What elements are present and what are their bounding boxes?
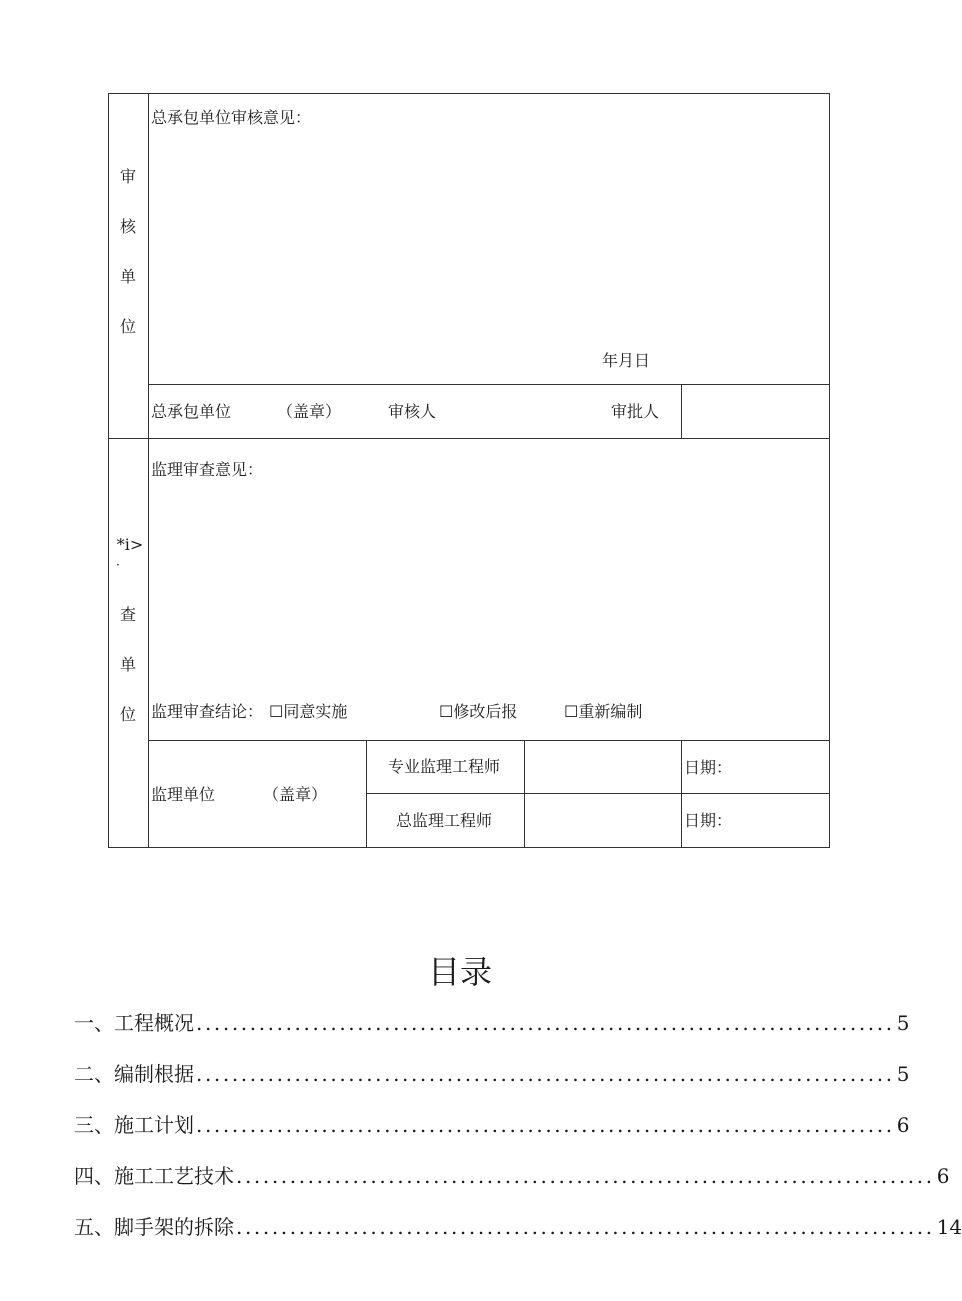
opinion-date-line: 年月日 [602, 351, 651, 370]
side-mark: *i> [116, 535, 144, 554]
supervision-opinion-label: 监理审查意见： [151, 460, 264, 479]
side-column-divider [148, 93, 149, 848]
toc-item-page: 14 [936, 1215, 962, 1239]
supervision-unit-label: 监理单位 [151, 785, 216, 804]
toc-item[interactable] [74, 1110, 910, 1140]
contractor-opinion-label: 总承包单位审核意见： [151, 108, 312, 127]
toc-leader-dots: .............................................................................. [196, 1062, 895, 1086]
chief-date-label: 日期： [684, 811, 733, 830]
specialist-engineer-label: 专业监理工程师 [388, 757, 501, 776]
table-border-bottom [108, 847, 830, 848]
side-char: 审 [119, 167, 136, 186]
toc-leader-dots: .............................................................................. [196, 1011, 895, 1035]
side-char: 位 [119, 705, 136, 724]
supervision-signature-middle [366, 793, 830, 794]
toc-item-page: 6 [936, 1164, 950, 1188]
contractor-unit-label: 总承包单位 [151, 402, 232, 421]
approver-label: 审批人 [611, 402, 660, 421]
option-text: 重新编制 [578, 702, 643, 721]
toc-item-label: 四、施工工艺技术 [74, 1164, 234, 1188]
toc-item-page: 5 [896, 1011, 910, 1035]
toc-item-label: 五、脚手架的拆除 [74, 1215, 234, 1239]
side-char: 查 [119, 605, 136, 624]
contractor-seal-label: （盖章） [277, 402, 342, 421]
conclusion-label: 监理审查结论： [151, 702, 264, 721]
supervision-seal-label: （盖章） [263, 785, 328, 804]
toc-title: 目录 [427, 953, 492, 991]
checkbox-icon[interactable]: ☐ [439, 702, 454, 721]
toc-item-page: 6 [896, 1113, 910, 1137]
supervision-signature-top [148, 740, 830, 741]
approver-cell-divider [681, 384, 682, 438]
toc-item[interactable] [74, 1212, 962, 1242]
recompile-option[interactable] [564, 702, 642, 722]
toc-item-label: 二、编制根据 [74, 1062, 194, 1086]
table-border-top [108, 93, 830, 94]
section-divider [108, 438, 830, 439]
chief-engineer-label: 总监理工程师 [396, 811, 493, 830]
toc-item-label: 一、工程概况 [74, 1011, 194, 1035]
side-dot: · [116, 558, 120, 572]
toc-item-page: 5 [896, 1062, 910, 1086]
date-divider [681, 740, 682, 847]
review-signature-row-top [148, 384, 830, 385]
reviewer-label: 审核人 [388, 402, 437, 421]
side-char: 单 [119, 655, 136, 674]
toc-item-label: 三、施工计划 [74, 1113, 194, 1137]
toc-item[interactable] [74, 1161, 950, 1191]
supervision-unit-divider [366, 740, 367, 847]
checkbox-icon[interactable]: ☐ [564, 702, 579, 721]
checkbox-icon[interactable]: ☐ [269, 702, 284, 721]
toc-leader-dots: .............................................................................. [196, 1113, 895, 1137]
side-char: 位 [119, 317, 136, 336]
toc-leader-dots: .............................................................................. [236, 1164, 935, 1188]
specialist-date-label: 日期： [684, 758, 733, 777]
approve-option[interactable] [269, 702, 347, 722]
toc-leader-dots: .............................................................................. [236, 1215, 935, 1239]
toc-item[interactable] [74, 1008, 910, 1038]
revise-option[interactable] [439, 702, 517, 722]
side-char: 单 [119, 267, 136, 286]
engineer-name-divider [524, 740, 525, 847]
table-border-right [829, 93, 830, 848]
option-text: 修改后报 [453, 702, 518, 721]
side-char: 核 [119, 217, 136, 236]
table-border-left [108, 93, 109, 848]
option-text: 同意实施 [283, 702, 348, 721]
toc-item[interactable] [74, 1059, 910, 1089]
